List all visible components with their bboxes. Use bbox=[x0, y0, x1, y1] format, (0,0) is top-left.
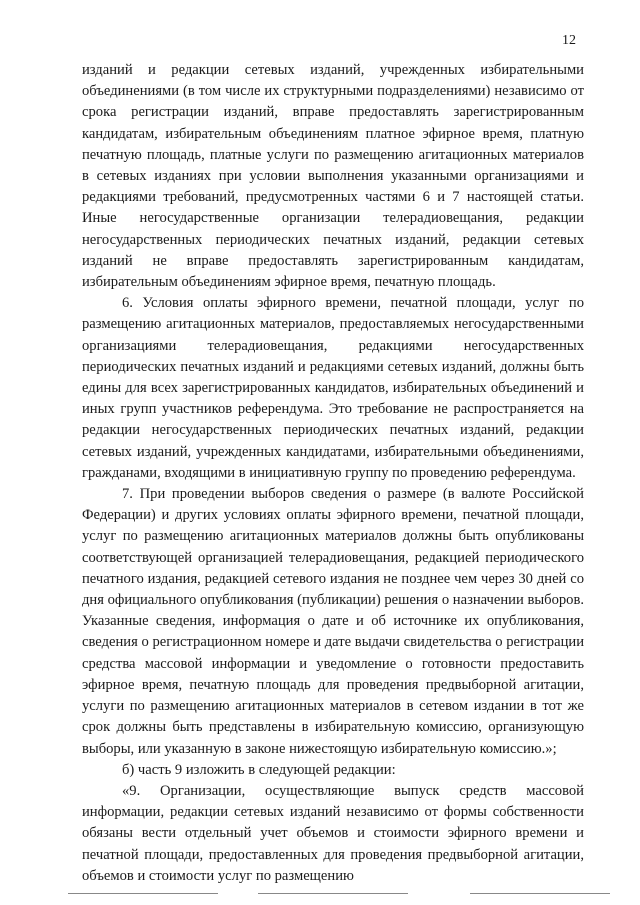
paragraph-part-9: «9. Организации, осуществляющие выпуск средств массовой информации, редакции сетевых изданий независимо от формы собственности обязаны вести отдельный учет объемов и стоимости эфирного времени и печатной площади, предоставленных для проведения предвыборной агитации, объемов и стоимости услуг по размещению bbox=[82, 782, 584, 884]
page-number: 12 bbox=[562, 33, 576, 48]
paragraph-part-7: 7. При проведении выборов сведения о размере (в валюте Российской Федерации) и других условиях оплаты эфирного времени, печатной площади, услуг по размещению агитационных материалов должны быть опубликованы соответствующей организацией телерадиовещания, редакцией периодического печатного издания, редакцией сетевого издания не позднее чем через 30 дней со дня официального опубликования (публикации) решения о назначении выборов. Указанные сведения, информация о дате и об источнике их опубликования, сведения о регистрационном номере и дате выдачи свидетельства о регистрации средства массовой информации и уведомление о готовности предоставить эфирное время, печатную площадь для проведения предвыборной агитации, услуги по размещению агитационных материалов в сетевом издании в тот же срок должны быть представлены в избирательную комиссию, организующую выборы, или указанную в законе нижестоящую избирательную комиссию.»; bbox=[82, 486, 584, 757]
scan-edge-line bbox=[470, 893, 610, 894]
document-body bbox=[82, 60, 584, 887]
paragraph-amendment-b: б) часть 9 изложить в следующей редакции: bbox=[122, 761, 396, 778]
paragraph-part-6: 6. Условия оплаты эфирного времени, печатной площади, услуг по размещению агитационных материалов, предоставляемых негосударственными организациями телерадиовещания, редакциями негосударственных периодических печатных изданий и редакциями сетевых изданий, должны быть едины для всех зарегистрированных кандидатов, избирательных объединений и иных групп участников референдума. Это требование не распространяется на редакции негосударственных периодических печатных изданий, редакции сетевых изданий, учрежденных кандидатами, избирательными объединениями, гражданами, входящими в инициативную группу по проведению референдума. bbox=[82, 295, 584, 481]
scan-edge-line bbox=[258, 893, 408, 894]
paragraph-continuation: изданий и редакции сетевых изданий, учрежденных избирательными объединениями (в том числе их структурными подразделениями) независимо от срока регистрации изданий, вправе предоставлять зарегистрированным кандидатам, избирательным объединениям платное эфирное время, платную печатную площадь, платные услуги по размещению агитационных материалов в сетевых изданиях при условии выполнения указанными организациями и редакциями требований, предусмотренных частями 6 и 7 настоящей статьи. Иные негосударственные организации телерадиовещания, редакции негосударственных периодических печатных изданий, редакции сетевых изданий не вправе предоставлять зарегистрированным кандидатам, избирательным объединениям эфирное время, печатную площадь. bbox=[82, 62, 584, 291]
scan-edge-line bbox=[68, 893, 218, 894]
